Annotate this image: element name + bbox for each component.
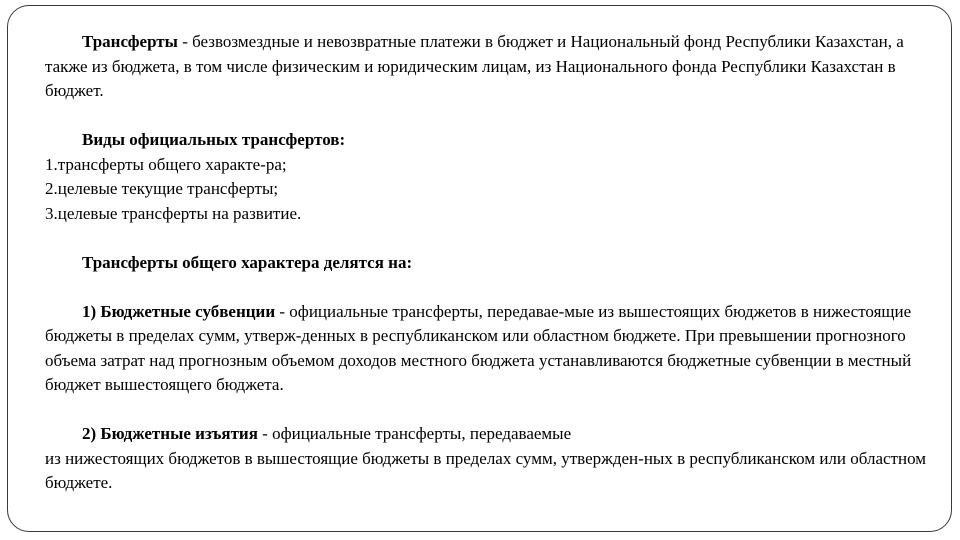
slide-content	[45, 30, 945, 496]
types-list	[45, 153, 945, 227]
subventions-term: 1) Бюджетные субвенции	[82, 301, 276, 321]
definition-term: Трансферты	[82, 32, 178, 51]
subventions-paragraph	[45, 300, 945, 398]
types-list-item: 2.целевые текущие трансферты;	[45, 179, 279, 198]
general-heading: Трансферты общего характера делятся на:	[82, 252, 413, 272]
types-list-item: 3.целевые трансферты на развитие.	[45, 203, 302, 223]
definition-paragraph	[45, 30, 945, 104]
subventions-text: - официальные трансферты, передавае-мые из вышестоящих бюджетов в нижестоящие бюджеты в пределах сумм, утверж-денных в республиканском или областном бюджете. При превышении прогнозного объема затрат над прогнозным объемом доходов местного бюджета устанавливаются бюджетные субвенции в местный бюджет вышестоящего бюджета.	[45, 301, 912, 394]
types-heading: Виды официальных трансфертов:	[82, 130, 346, 149]
withdrawals-text-line1: - официальные трансферты, передаваемые	[257, 424, 572, 443]
types-list-item: 1.трансферты общего характе-ра;	[45, 154, 287, 174]
withdrawals-text-rest: из нижестоящих бюджетов в вышестоящие бюджеты в пределах сумм, утвержден-ных в республиканском или областном бюджете.	[45, 448, 927, 492]
withdrawals-paragraph	[45, 422, 945, 496]
definition-text: - безвозмездные и невозвратные платежи в бюджет и Национальный фонд Республики Казахстан, а также из бюджета, в том числе физическим и юридическим лицам, из Национального фонда Республики Казахстан в бюджет.	[45, 32, 904, 100]
withdrawals-term: 2) Бюджетные изъятия	[82, 424, 258, 443]
